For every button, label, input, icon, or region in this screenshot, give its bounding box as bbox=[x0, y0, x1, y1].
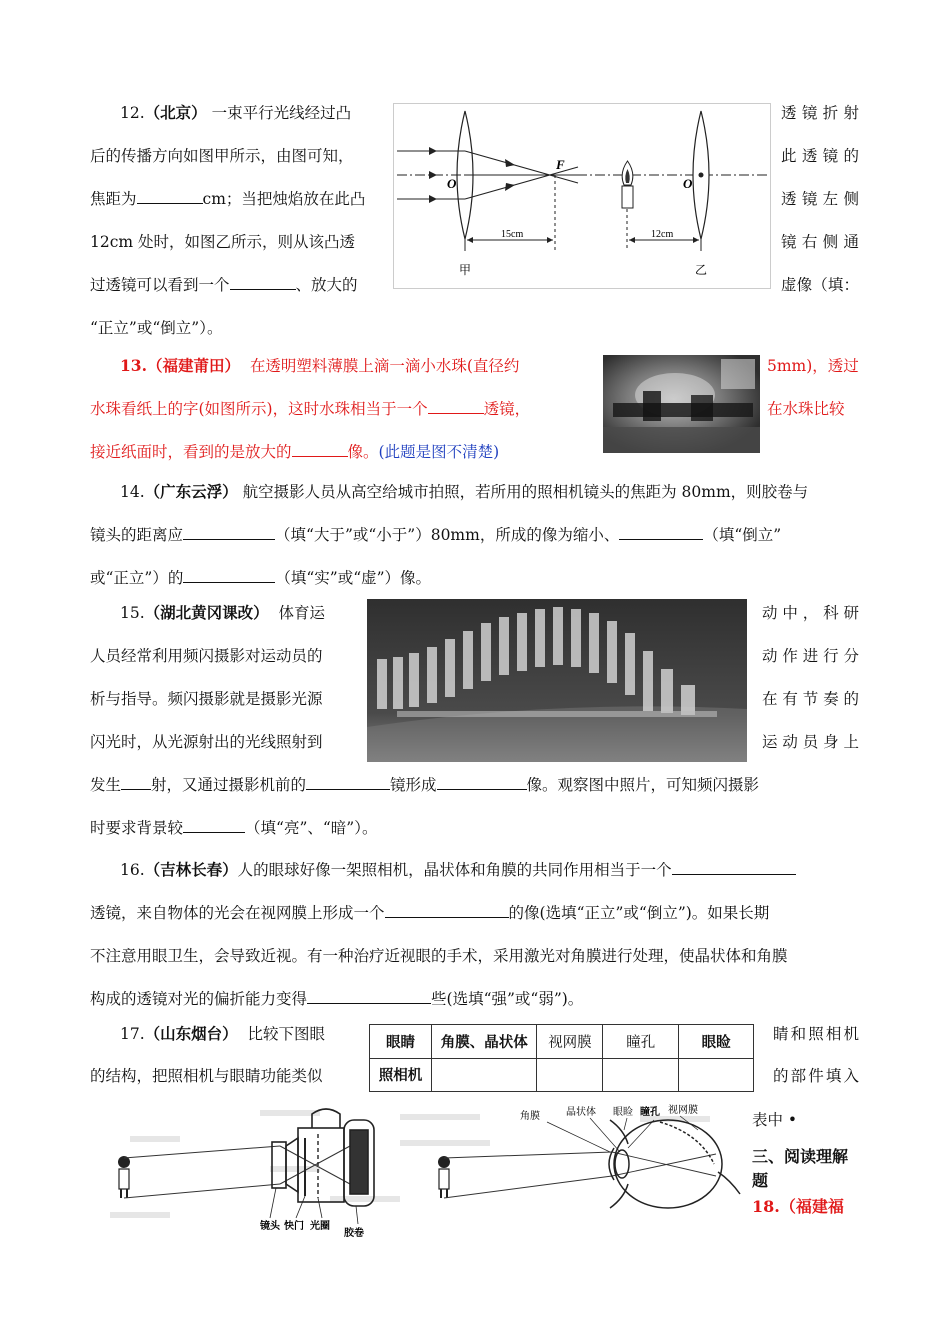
q12-lens-figure bbox=[393, 103, 771, 289]
q15-right-4: 运动员身上 bbox=[762, 733, 859, 751]
q14-text: 航空摄影人员从高空给城市拍照，若所用的照相机镜头的焦距为 80mm，则胶卷与 bbox=[242, 483, 809, 501]
q13-right-2: 在水珠比较 bbox=[767, 400, 845, 418]
q12-source: （北京） bbox=[144, 103, 207, 122]
q14-line-1 bbox=[120, 482, 808, 502]
q14-text: （填“大于”或“小于”）80mm，所成的像为缩小、 bbox=[275, 526, 620, 544]
q13-line-3 bbox=[90, 442, 499, 462]
table-answer-cell[interactable] bbox=[537, 1058, 603, 1092]
q12-line-4: 12cm 处时，如图乙所示，则从该凸透 bbox=[90, 233, 356, 251]
q13-line-2 bbox=[90, 399, 530, 419]
q15-right-2: 动作进行分 bbox=[762, 647, 859, 665]
label-lens: 镜头 bbox=[260, 1221, 280, 1232]
table-header-cell: 角膜、晶状体 bbox=[432, 1025, 537, 1059]
q12-blank-focal-length[interactable] bbox=[137, 189, 203, 204]
caption-jia: 甲 bbox=[459, 263, 472, 277]
q15-line-5 bbox=[90, 775, 759, 795]
table-answer-cell[interactable] bbox=[603, 1058, 679, 1092]
q16-line-3: 不注意用眼卫生，会导致近视。有一种治疗近视眼的手术，采用激光对角膜进行处理，使晶状体和角膜 bbox=[90, 947, 788, 965]
q12-right-3: 透镜左侧 bbox=[781, 190, 859, 208]
q16-source: （吉林长春） bbox=[144, 860, 238, 879]
q16-blank-image-orientation[interactable] bbox=[385, 903, 509, 918]
q13-blank-lens-type[interactable] bbox=[428, 399, 484, 414]
q15-blank-lens[interactable] bbox=[306, 775, 390, 790]
label-aperture: 光圈 bbox=[310, 1221, 330, 1232]
q16-text: 的像(选填“正立”或“倒立”)。如果长期 bbox=[508, 904, 770, 922]
q15-number: 15. bbox=[120, 604, 145, 622]
label-retina: 视网膜 bbox=[668, 1105, 698, 1116]
q15-text: 射，又通过摄影机前的 bbox=[151, 776, 307, 794]
person-icon bbox=[438, 1156, 450, 1198]
q15-text: 时要求背景较 bbox=[90, 819, 184, 837]
label-o1: O bbox=[447, 176, 457, 191]
q12-text: 、放大的 bbox=[295, 276, 358, 294]
q15-blank-background[interactable] bbox=[183, 818, 245, 833]
q13-note: (此题是图不清楚) bbox=[378, 443, 500, 461]
q17-number: 17. bbox=[120, 1025, 145, 1043]
q12-right-4: 镜右侧通 bbox=[781, 233, 859, 251]
q13-blank-image-type[interactable] bbox=[292, 442, 348, 457]
q15-line-2: 人员经常利用频闪摄影对运动员的 bbox=[90, 647, 323, 665]
q15-text: 发生 bbox=[90, 776, 122, 794]
q12-right-2: 此透镜的 bbox=[781, 147, 859, 165]
q15-text: 镜形成 bbox=[390, 776, 437, 794]
q17-source: （山东烟台） bbox=[144, 1024, 238, 1043]
q14-blank-image-kind[interactable] bbox=[183, 568, 275, 583]
q13-text: 透镜， bbox=[483, 400, 531, 418]
table-answer-cell[interactable] bbox=[432, 1058, 537, 1092]
q13-right-1: 5mm)，透过 bbox=[767, 357, 859, 375]
q12-line-3 bbox=[90, 189, 365, 209]
q16-text: 透镜，来自物体的光会在视网膜上形成一个 bbox=[90, 904, 385, 922]
q12-line-6: “正立”或“倒立”）。 bbox=[90, 319, 223, 337]
q16-blank-strength[interactable] bbox=[307, 989, 431, 1004]
q13-text: 接近纸面时，看到的是放大的 bbox=[90, 443, 292, 461]
q14-text: （填“倒立” bbox=[703, 526, 782, 544]
table-header-cell: 眼睑 bbox=[679, 1025, 754, 1059]
eye-camera-comparison-table bbox=[369, 1024, 754, 1092]
q12-text: 一束平行光线经过凸 bbox=[211, 104, 352, 122]
q15-line-6 bbox=[90, 818, 377, 838]
person-icon bbox=[118, 1156, 130, 1198]
q17-line-1 bbox=[120, 1024, 325, 1044]
camera-icon bbox=[272, 1109, 374, 1206]
q16-blank-lens-type[interactable] bbox=[672, 860, 796, 875]
q15-line-4: 闪光时，从光源射出的光线照射到 bbox=[90, 733, 323, 751]
q18-heading: 18.（福建福 bbox=[752, 1197, 844, 1216]
table-row bbox=[370, 1058, 754, 1092]
q17-text: 比较下图眼 bbox=[247, 1025, 326, 1043]
q16-text: 构成的透镜对光的偏折能力变得 bbox=[90, 990, 308, 1008]
table-header-row bbox=[370, 1025, 754, 1059]
q12-text: 焦距为 bbox=[90, 190, 137, 208]
table-row-label: 照相机 bbox=[370, 1058, 432, 1092]
q12-line-1 bbox=[120, 103, 351, 123]
q12-line-2: 后的传播方向如图甲所示，由图可知， bbox=[90, 147, 354, 165]
q16-text: 些(选填“强”或“弱”)。 bbox=[431, 990, 584, 1008]
eye-icon bbox=[609, 1120, 740, 1208]
label-f: F bbox=[556, 157, 565, 172]
q15-text: 体育运 bbox=[278, 604, 326, 622]
q14-blank-distance[interactable] bbox=[183, 525, 275, 540]
q13-text: 像。 bbox=[347, 443, 379, 461]
q15-text: 像。观察图中照片，可知频闪摄影 bbox=[526, 776, 760, 794]
table-header-cell: 眼睛 bbox=[370, 1025, 432, 1059]
q16-number: 16. bbox=[120, 861, 145, 879]
q17-right-3: 表中 • bbox=[752, 1111, 798, 1129]
label-film: 胶卷 bbox=[344, 1228, 364, 1239]
q16-line-2 bbox=[90, 903, 769, 923]
q12-text: 过透镜可以看到一个 bbox=[90, 276, 230, 294]
q12-right-5: 虚像（填： bbox=[781, 276, 859, 294]
candle-icon bbox=[622, 161, 633, 208]
label-o2: O bbox=[683, 176, 693, 191]
q15-source: （湖北黄冈课改） bbox=[144, 603, 269, 622]
q16-line-4 bbox=[90, 989, 583, 1009]
q17-line-2: 的结构，把照相机与眼睛功能类似 bbox=[90, 1067, 323, 1085]
q15-line-3: 析与指导。频闪摄影就是摄影光源 bbox=[90, 690, 323, 708]
q12-number: 12. bbox=[120, 104, 145, 122]
q14-source: （广东云浮） bbox=[144, 482, 238, 501]
q13-text: 水珠看纸上的字(如图所示)，这时水珠相当于一个 bbox=[90, 400, 428, 418]
q16-text: 人的眼球好像一架照相机，晶状体和角膜的共同作用相当于一个 bbox=[237, 861, 672, 879]
dim-15cm: 15cm bbox=[501, 229, 524, 240]
q17-right-1: 睛和照相机 bbox=[773, 1025, 859, 1043]
q15-right-1: 动中，科研 bbox=[762, 604, 859, 622]
caption-yi: 乙 bbox=[695, 263, 708, 277]
camera-eye-diagram bbox=[100, 1100, 750, 1240]
q14-line-3 bbox=[90, 568, 431, 588]
scan-noise bbox=[110, 1110, 710, 1218]
section-3-title-cont: 题 bbox=[752, 1171, 769, 1190]
q13-number: 13. bbox=[120, 356, 147, 375]
q12-line-5 bbox=[90, 275, 358, 295]
dim-12cm: 12cm bbox=[651, 229, 674, 240]
q17-right-2: 的部件填入 bbox=[773, 1067, 859, 1085]
section-3-title: 三、阅读理解 bbox=[752, 1147, 849, 1166]
q15-stroboscopic-photo bbox=[367, 599, 747, 762]
q15-right-3: 在有节奏的 bbox=[762, 690, 859, 708]
q15-line-1 bbox=[120, 603, 325, 623]
q13-line-1 bbox=[120, 356, 519, 376]
q12-right-1: 透镜折射 bbox=[781, 104, 859, 122]
q14-text: 或“正立”）的 bbox=[90, 569, 184, 587]
q14-line-2 bbox=[90, 525, 781, 545]
label-eyelid: 眼睑 bbox=[613, 1107, 633, 1118]
q15-blank-reflection[interactable] bbox=[121, 775, 151, 790]
label-cornea: 角膜 bbox=[520, 1111, 540, 1122]
q14-number: 14. bbox=[120, 483, 145, 501]
table-header-cell: 瞳孔 bbox=[603, 1025, 679, 1059]
q12-text: cm；当把烛焰放在此凸 bbox=[202, 190, 366, 208]
label-shutter: 快门 bbox=[284, 1221, 304, 1232]
q12-blank-image-orientation[interactable] bbox=[230, 275, 296, 290]
label-crystalline-lens: 晶状体 bbox=[566, 1107, 596, 1118]
table-answer-cell[interactable] bbox=[679, 1058, 754, 1092]
q14-text: 镜头的距离应 bbox=[90, 526, 184, 544]
q13-source: （福建莆田） bbox=[146, 356, 240, 375]
q15-blank-image[interactable] bbox=[437, 775, 527, 790]
q14-text: （填“实”或“虚”）像。 bbox=[275, 569, 432, 587]
table-header-cell: 视网膜 bbox=[537, 1025, 603, 1059]
q14-blank-orientation[interactable] bbox=[619, 525, 703, 540]
label-pupil: 瞳孔 bbox=[640, 1107, 660, 1118]
q13-water-drop-photo bbox=[603, 355, 760, 453]
q13-text: 在透明塑料薄膜上滴一滴小水珠(直径约 bbox=[249, 357, 520, 375]
q16-line-1 bbox=[120, 860, 796, 880]
q15-text: （填“亮”、“暗”）。 bbox=[245, 819, 378, 837]
